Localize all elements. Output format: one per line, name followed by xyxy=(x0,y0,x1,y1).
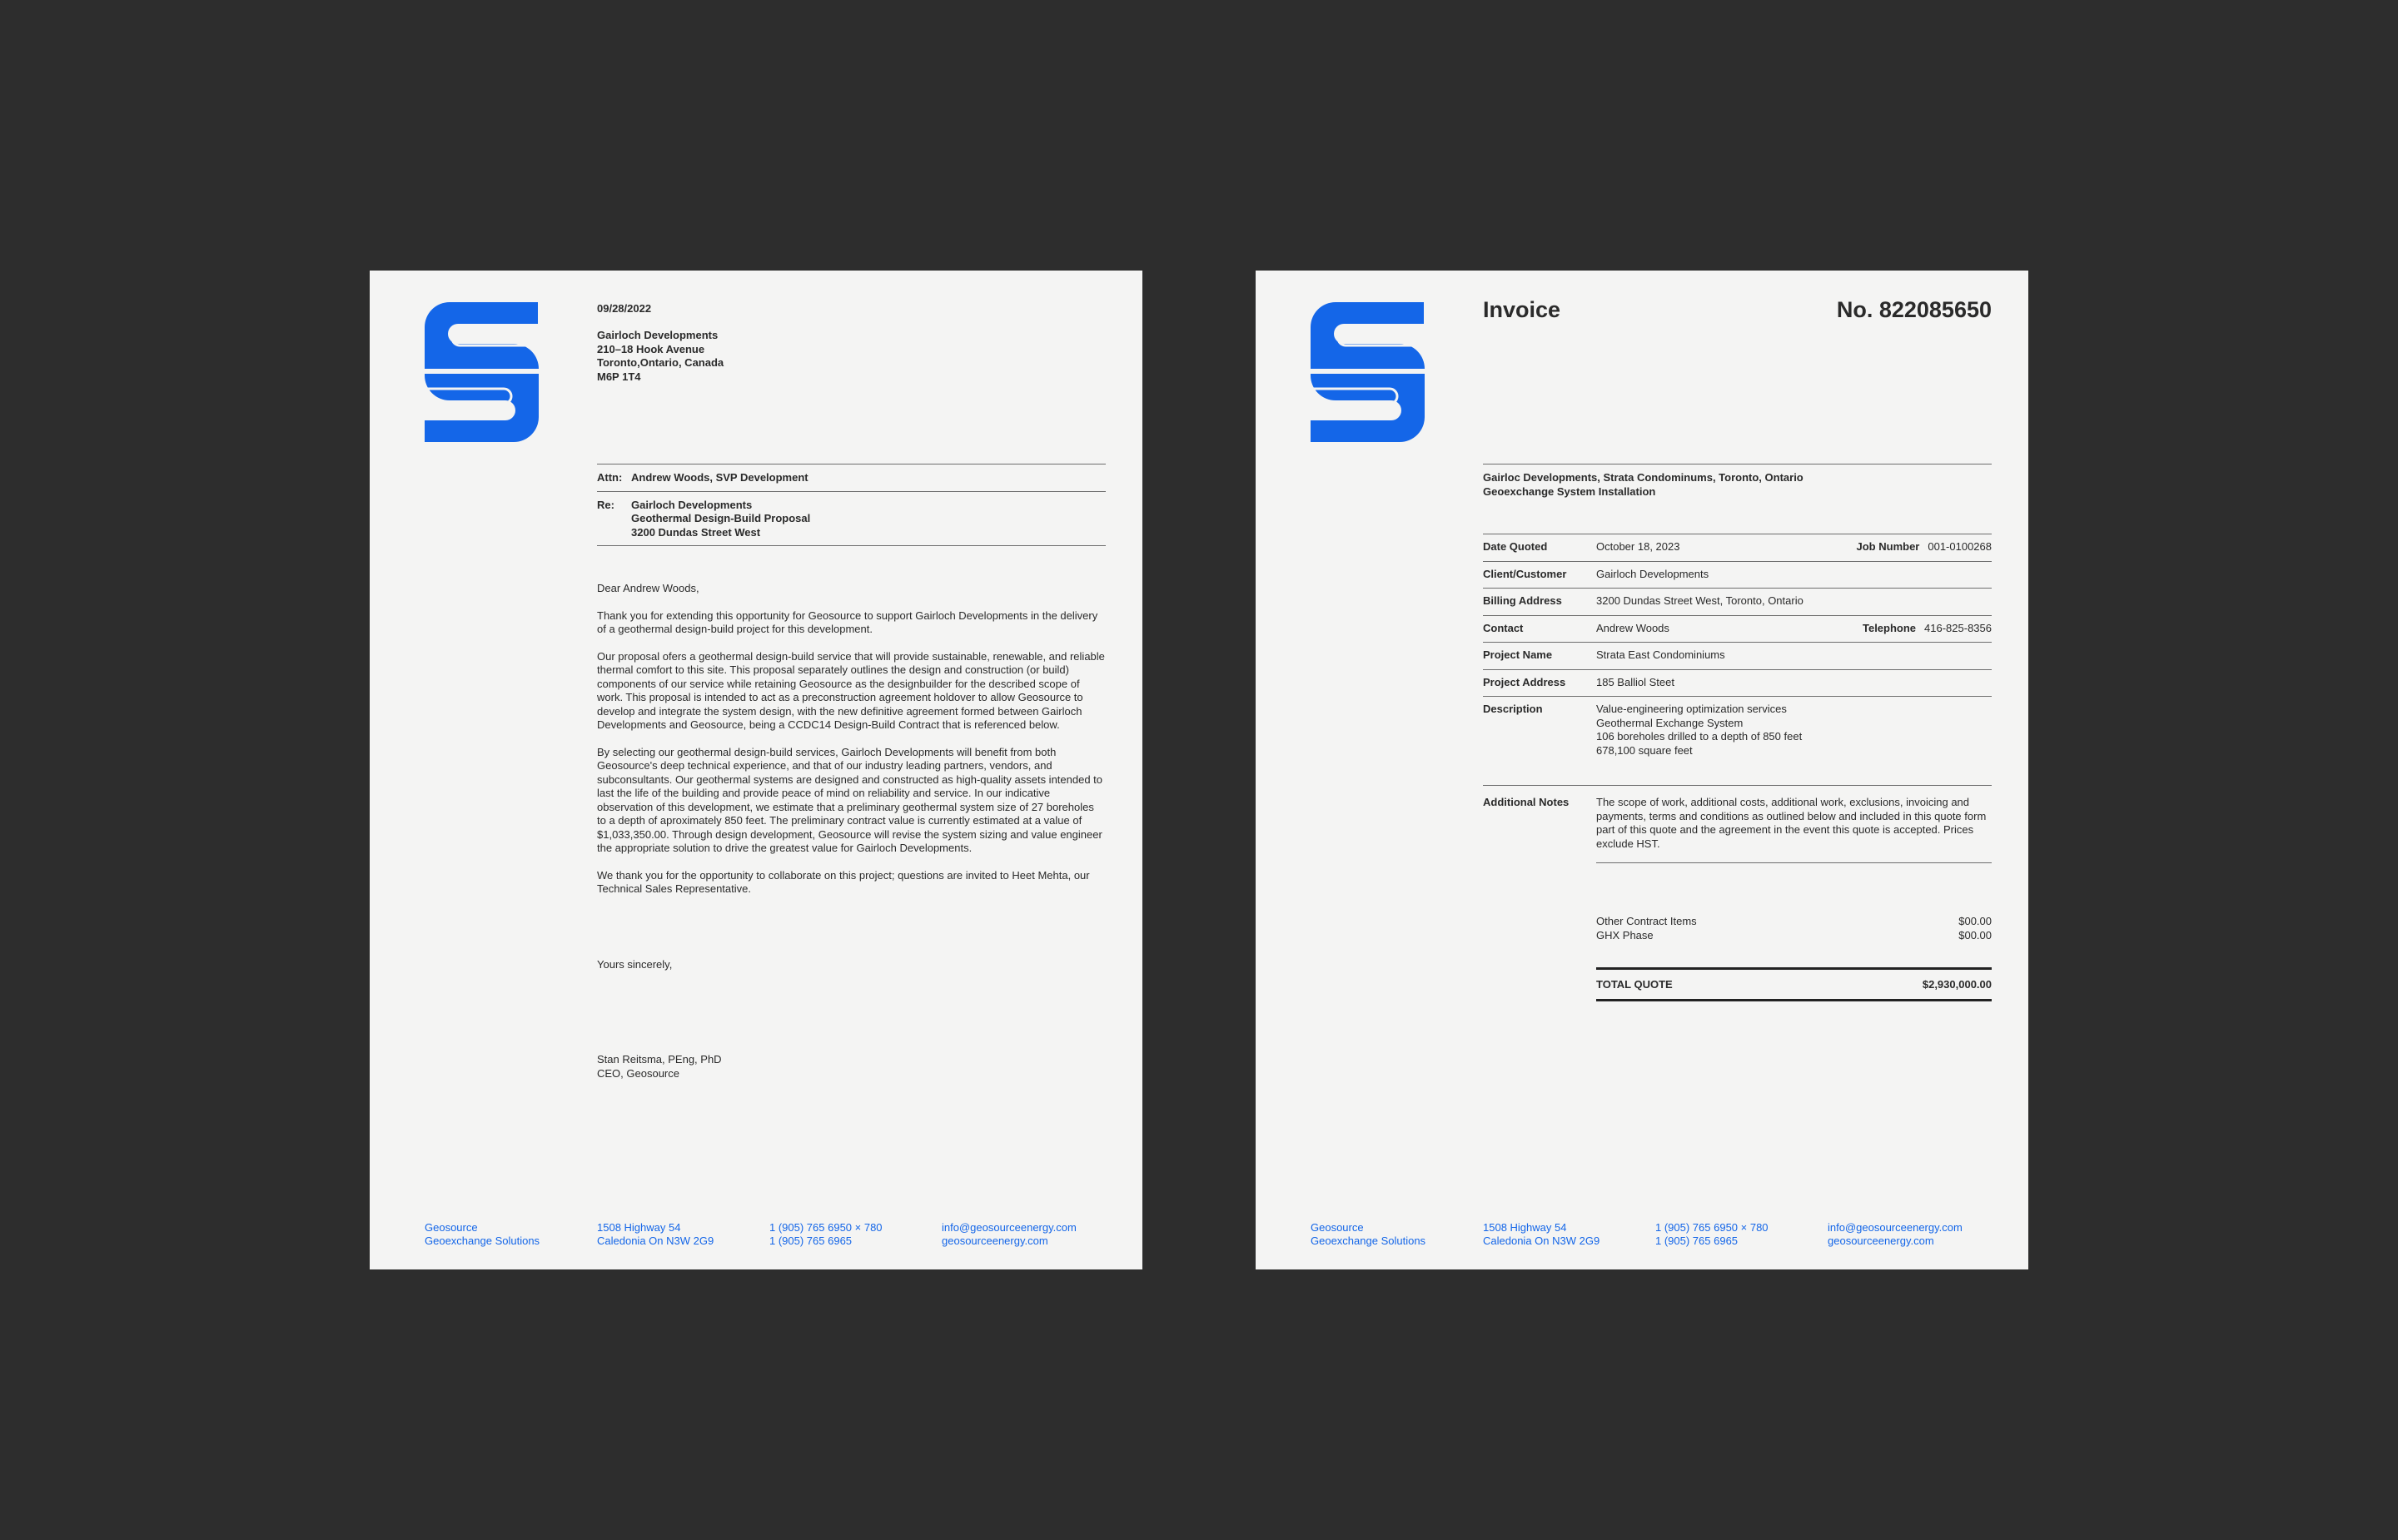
invoice-number: No. 822085650 xyxy=(1836,297,1992,322)
body-paragraph: Our proposal ofers a geothermal design-build service that will provide sustainable, renewable, and reliable thermal comfort to this site. This proposal separately outlines the design and construction (or build) components of our service while retaining Geosource as the designbuilder for the described scope of work. This proposal is intended to act as a preconstruction agreement holdover to allow Geosource to develop and integrate the system design, with the new definitive agreement formed between Gairloch Developments and Geosource, being a CCDC14 Design-Build Contract that is referenced below. xyxy=(597,649,1105,731)
body-paragraph: By selecting our geothermal design-build services, Gairloch Developments will benefit from both Geosource's deep technical experience, and that of our industry leading partners, vendors, and subconsultants. Our geothermal systems are designed and constructed as high-quality assets intended to last the life of the building and provide peace of mind on reliability and service. In our indicative observation of this development, we estimate that a preliminary geothermal system size of 27 boreholes to a depth of aproximately 850 feet. The preliminary contract value is currently estimated at a value of $1,033,350.00. Through design development, Geosource will revise the system sizing and value engineer the appropriate solution to drive the greatest value for Gairloch Developments. xyxy=(597,745,1103,854)
line-item-amount: $00.00 xyxy=(1958,915,1992,927)
table-row xyxy=(1483,642,1992,669)
footer-line: Caledonia On N3W 2G9 xyxy=(597,1234,714,1247)
row-value-secondary: 416-825-8356 xyxy=(1924,621,1992,634)
row-label: Project Address xyxy=(1483,675,1566,688)
row-value: Andrew Woods xyxy=(1596,621,1669,634)
recipient-line: Toronto,Ontario, Canada xyxy=(597,356,724,369)
recipient-address xyxy=(597,329,1106,384)
salutation: Dear Andrew Woods, xyxy=(597,582,699,594)
footer-website-link[interactable]: geosourceenergy.com xyxy=(942,1234,1048,1247)
divider xyxy=(597,545,1106,546)
project-line: Geoexchange System Installation xyxy=(1483,484,1656,498)
footer-line: 1 (905) 765 6965 xyxy=(769,1234,853,1247)
footer-line: 1508 Highway 54 xyxy=(597,1221,681,1234)
line-item-label: GHX Phase xyxy=(1596,928,1654,941)
table-row xyxy=(1483,534,1992,561)
row-label: Project Name xyxy=(1483,648,1553,661)
footer-company xyxy=(425,1221,597,1248)
footer-line: Geosource xyxy=(425,1221,478,1234)
total-block xyxy=(1596,967,1992,1001)
re-line: Gairloch Developments xyxy=(631,498,753,511)
invoice-page xyxy=(1256,271,2028,1269)
row-label-secondary: Job Number xyxy=(1856,540,1920,553)
divider xyxy=(1596,862,1992,863)
description-value xyxy=(1596,703,1992,758)
invoice-project xyxy=(1483,464,1992,499)
footer-line: Geoexchange Solutions xyxy=(425,1234,540,1247)
letter-date: 09/28/2022 xyxy=(597,302,652,315)
line-item-label: Other Contract Items xyxy=(1596,915,1697,927)
footer-website-link[interactable]: geosourceenergy.com xyxy=(1828,1234,1934,1247)
invoice-footer xyxy=(1311,1221,2000,1248)
attn-row xyxy=(597,464,1106,491)
attn-value: Andrew Woods, SVP Development xyxy=(631,471,808,484)
re-line: Geothermal Design-Build Proposal xyxy=(631,512,811,524)
table-row xyxy=(1483,561,1992,589)
footer-email-link[interactable]: info@geosourceenergy.com xyxy=(942,1221,1077,1234)
signer-name: Stan Reitsma, PEng, PhD xyxy=(597,1053,722,1066)
row-label: Contact xyxy=(1483,621,1524,634)
body-paragraph: Thank you for extending this opportunity for Geosource to support Gairloch Developments in the delivery of a geothermal design-build project for this development. xyxy=(597,609,1098,635)
letter-footer xyxy=(425,1221,1114,1248)
row-label: Description xyxy=(1483,703,1543,715)
table-row xyxy=(1483,615,1992,643)
project-line: Gairloc Developments, Strata Condominums, Toronto, Ontario xyxy=(1483,471,1803,484)
line-item xyxy=(1596,915,1992,929)
notes-text: The scope of work, additional costs, additional work, exclusions, invoicing and payments, terms and conditions as outlined below and included in this quote form part of this quote and the agreement in the event this quote is accepted. Prices exclude HST. xyxy=(1596,796,1987,850)
re-label: Re: xyxy=(597,498,614,511)
closing: Yours sincerely, xyxy=(597,958,673,971)
recipient-line: M6P 1T4 xyxy=(597,370,641,383)
row-label: Additional Notes xyxy=(1483,796,1570,808)
row-value: Strata East Condominiums xyxy=(1596,648,1725,661)
total-row xyxy=(1596,970,1992,999)
footer-contact xyxy=(1828,1221,2000,1248)
total-label: TOTAL QUOTE xyxy=(1596,978,1673,991)
divider xyxy=(1596,999,1992,1001)
row-value: October 18, 2023 xyxy=(1596,540,1680,553)
row-label: Billing Address xyxy=(1483,594,1562,607)
letter-page xyxy=(370,271,1142,1269)
recipient-line: 210–18 Hook Avenue xyxy=(597,342,705,355)
line-item xyxy=(1596,929,1992,943)
footer-line: 1 (905) 765 6950 × 780 xyxy=(769,1221,883,1234)
re-row xyxy=(597,492,1106,546)
footer-phone xyxy=(1655,1221,1828,1248)
row-value-secondary: 001-0100268 xyxy=(1928,540,1992,553)
signature-block xyxy=(597,1053,1106,1080)
row-value: 185 Balliol Steet xyxy=(1596,675,1674,688)
footer-company xyxy=(1311,1221,1483,1248)
row-value: Gairloch Developments xyxy=(1596,567,1709,580)
description-line: 678,100 square feet xyxy=(1596,743,1693,757)
footer-line: 1508 Highway 54 xyxy=(1483,1221,1567,1234)
footer-line: Caledonia On N3W 2G9 xyxy=(1483,1234,1600,1247)
attn-label: Attn: xyxy=(597,471,623,484)
footer-address xyxy=(1483,1221,1655,1248)
row-label: Client/Customer xyxy=(1483,567,1567,580)
footer-line: Geosource xyxy=(1311,1221,1364,1234)
row-value: 3200 Dundas Street West, Toronto, Ontario xyxy=(1596,594,1803,607)
row-label-secondary: Telephone xyxy=(1862,621,1917,634)
footer-line: 1 (905) 765 6965 xyxy=(1655,1234,1739,1247)
footer-phone xyxy=(769,1221,942,1248)
table-row xyxy=(1483,669,1992,697)
geosource-logo-icon xyxy=(1311,302,1425,442)
footer-line: Geoexchange Solutions xyxy=(1311,1234,1426,1247)
description-line: Geothermal Exchange System xyxy=(1596,716,1744,729)
description-line: 106 boreholes drilled to a depth of 850 feet xyxy=(1596,730,1803,743)
signer-title: CEO, Geosource xyxy=(597,1066,679,1080)
invoice-title: Invoice xyxy=(1483,297,1561,322)
body-paragraph: We thank you for the opportunity to collaborate on this project; questions are invited to Heet Mehta, our Technical Sales Representative. xyxy=(597,868,1090,895)
re-line: 3200 Dundas Street West xyxy=(631,525,761,539)
recipient-line: Gairloch Developments xyxy=(597,329,719,341)
re-value xyxy=(631,499,810,540)
invoice-details-table xyxy=(1483,534,1992,764)
row-label: Date Quoted xyxy=(1483,540,1548,553)
footer-address xyxy=(597,1221,769,1248)
footer-line: 1 (905) 765 6950 × 780 xyxy=(1655,1221,1769,1234)
additional-notes xyxy=(1483,785,1992,863)
footer-email-link[interactable]: info@geosourceenergy.com xyxy=(1828,1221,1963,1234)
description-line: Value-engineering optimization services xyxy=(1596,703,1787,715)
letter-body xyxy=(597,582,1106,910)
total-amount: $2,930,000.00 xyxy=(1922,978,1992,991)
table-row-description xyxy=(1483,696,1992,764)
geosource-logo-icon xyxy=(425,302,539,442)
invoice-totals xyxy=(1596,915,1992,1001)
footer-contact xyxy=(942,1221,1114,1248)
attn-re-block xyxy=(597,464,1106,546)
table-row xyxy=(1483,588,1992,615)
line-item-amount: $00.00 xyxy=(1958,928,1992,941)
table-row-notes xyxy=(1483,785,1992,857)
